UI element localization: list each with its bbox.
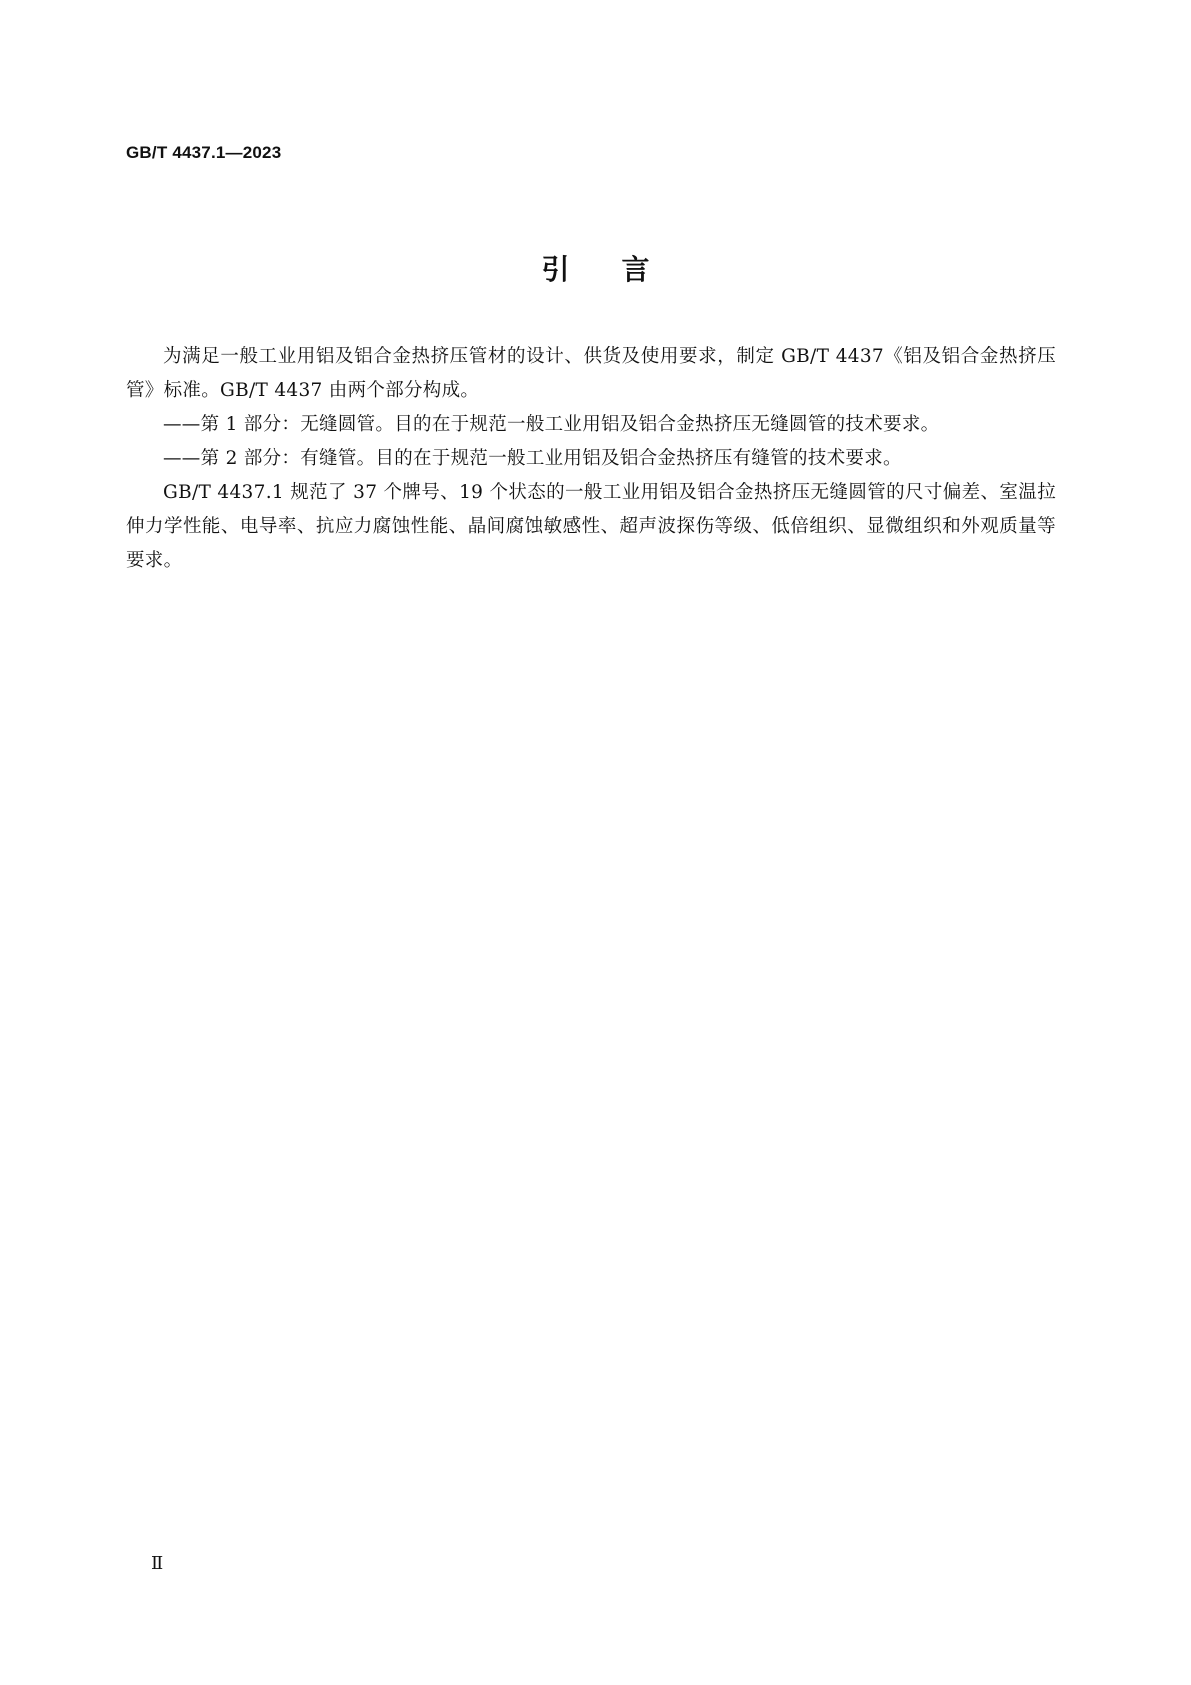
page-number: Ⅱ	[151, 1553, 164, 1574]
introduction-body	[126, 340, 1056, 578]
page-title: 引言	[541, 253, 702, 286]
paragraph-part-1: ——第 1 部分：无缝圆管。目的在于规范一般工业用铝及铝合金热挤压无缝圆管的技术要求。	[163, 414, 940, 435]
paragraph-part-2: ——第 2 部分：有缝管。目的在于规范一般工业用铝及铝合金热挤压有缝管的技术要求。	[163, 448, 902, 469]
standard-code-header: GB/T 4437.1—2023	[126, 143, 282, 162]
paragraph-scope: GB/T 4437.1 规范了 37 个牌号、19 个状态的一般工业用铝及铝合金热挤压无缝圆管的尺寸偏差、室温拉伸力学性能、电导率、抗应力腐蚀性能、晶间腐蚀敏感性、超声波探伤等级、低倍组织、显微组织和外观质量等要求。	[126, 482, 1056, 571]
paragraph-intro: 为满足一般工业用铝及铝合金热挤压管材的设计、供货及使用要求，制定 GB/T 4437《铝及铝合金热挤压管》标准。GB/T 4437 由两个部分构成。	[126, 346, 1056, 401]
